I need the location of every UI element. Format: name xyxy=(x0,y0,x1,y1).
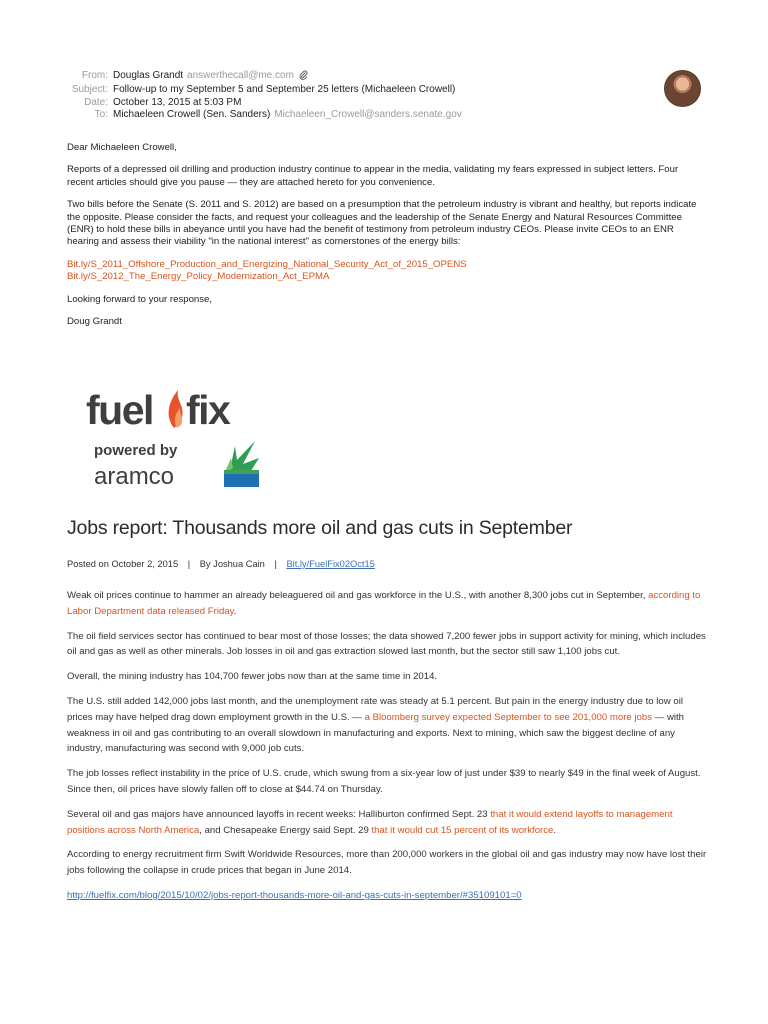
byline-separator: | xyxy=(274,559,277,569)
email-closing: Looking forward to your response, xyxy=(67,293,213,305)
byline-author: By Joshua Cain xyxy=(199,559,265,569)
logo-fuel-text: fuel xyxy=(86,387,153,433)
logo-fix-text: fix xyxy=(186,387,230,433)
bloomberg-survey-link[interactable]: a Bloomberg survey expected September to see 201,000 more jobs xyxy=(364,711,653,723)
article-title: Jobs report: Thousands more oil and gas cuts in September xyxy=(67,517,573,539)
from-name[interactable]: Douglas Grandt xyxy=(113,70,184,81)
date-label: Date: xyxy=(84,96,108,108)
date-text: October 13, 2015 at 5:03 PM xyxy=(113,96,242,108)
aramco-star-icon xyxy=(224,441,259,487)
email-signature: Doug Grandt xyxy=(67,316,122,328)
subject-text: Follow-up to my September 5 and September 25 letters (Michaeleen Crowell) xyxy=(113,84,456,96)
byline-separator: | xyxy=(187,559,191,569)
article-paragraph: The job losses reflect instability in the price of U.S. crude, which swung from a six-year low of just under $39 to nearly $49 in the final week of August. Since then, oil prices have slowly fallen off to close at $44.74 on Thursday. xyxy=(67,768,701,795)
article-body xyxy=(67,588,707,913)
bill-links xyxy=(67,259,707,284)
article-url-link[interactable]: http://fuelfix.com/blog/2015/10/02/jobs-report-thousands-more-oil-and-gas-cuts-in-september/#35109101=0 xyxy=(67,889,522,901)
labor-department-link[interactable]: according to Labor Department data released Friday xyxy=(67,590,701,617)
to-row xyxy=(62,109,662,121)
halliburton-layoffs-link[interactable]: that it would extend layoffs to management positions across North America xyxy=(67,808,673,836)
byline-date: Posted on October 2, 2015 xyxy=(67,559,179,569)
logo-powered-by-text: powered by xyxy=(94,442,178,459)
byline-short-link[interactable]: Bit.ly/FuelFix02Oct15 xyxy=(286,559,375,569)
logo-aramco-text: aramco xyxy=(94,463,175,490)
email-paragraph: Reports of a depressed oil drilling and production industry continue to appear in the media, validating my fears expressed in subject letters. Four recent articles should give you pause — they are attached hereto for you convenience. xyxy=(67,164,679,188)
bill-link-s2012[interactable]: Bit.ly/S_2012_The_Energy_Policy_Modernization_Act_EPMA xyxy=(67,271,330,283)
article-paragraph: Several oil and gas majors have announced layoffs in recent weeks: Halliburton confirmed Sept. 23 that it would extend layoffs to management positions across North America, and Chesapeake Energy said Sept. 29 that it would cut 15 percent of its workforce. xyxy=(67,808,673,836)
chesapeake-cuts-link[interactable]: that it would cut 15 percent of its workforce xyxy=(371,824,554,836)
from-email[interactable]: answerthecall@me.com xyxy=(187,70,294,81)
article-byline xyxy=(67,559,375,569)
to-name[interactable]: Michaeleen Crowell (Sen. Sanders) xyxy=(113,108,271,120)
email-header xyxy=(62,70,662,121)
to-email[interactable]: Michaeleen_Crowell@sanders.senate.gov xyxy=(274,108,462,120)
fuelfix-logo xyxy=(86,384,266,494)
paperclip-icon xyxy=(299,70,308,84)
date-row xyxy=(62,97,662,109)
email-greeting: Dear Michaeleen Crowell, xyxy=(67,142,177,153)
article-paragraph: The oil field services sector has continued to bear most of those losses; the data showed 7,200 fewer jobs in support activity for mining, which includes oil and gas as well as other minerals. Job losses in oil and gas extraction slowed last month, but the sector still saw 1,100 jobs cut. xyxy=(67,630,706,658)
to-label: To: xyxy=(94,108,108,120)
subject-label: Subject: xyxy=(71,84,108,96)
subject-row xyxy=(62,84,662,96)
article-paragraph: Overall, the mining industry has 104,700 fewer jobs now than at the same time in 2014. xyxy=(67,671,438,683)
article-url-line xyxy=(67,888,707,904)
bill-link-s2011[interactable]: Bit.ly/S_2011_Offshore_Production_and_Energizing_National_Security_Act_of_2015_OPENS xyxy=(67,258,467,270)
from-row xyxy=(62,70,662,84)
sender-avatar xyxy=(664,70,701,107)
article-paragraph: According to energy recruitment firm Swift Worldwide Resources, more than 200,000 workers in the global oil and gas industry may now have lost their jobs following the collapse in crude prices that began in June 2014. xyxy=(67,849,707,877)
article-paragraph: The U.S. still added 142,000 jobs last month, and the unemployment rate was steady at 5.1 percent. But pain in the energy industry due to low oil prices may have helped drag down employment growth in the U.S. — a Bloomberg survey expected September to see 201,000 more jobs — with weakness in oil and gas contributing to an overall slowdown in manufacturing and exports. Next to mining, which saw the biggest decline of any industry, manufacturing was second with 9,000 job cuts. xyxy=(67,695,685,755)
email-paragraph: Two bills before the Senate (S. 2011 and S. 2012) are based on a presumption that the petroleum industry is vibrant and healthy, but reports indicate the opposite. Please consider the facts, and request your colleagues and the leadership of the Senate Energy and Natural Resources Committee (ENR) to hold these bills in abeyance until you have had the benefit of testimony from petroleum industry CEOs. Please invite CEOs to an ENR hearing and assess their viability "in the national interest" as cornerstones of the energy bills: xyxy=(67,199,697,248)
email-body xyxy=(67,142,707,338)
from-label: From: xyxy=(81,70,108,81)
article-paragraph: Weak oil prices continue to hammer an already beleaguered oil and gas workforce in the U.S., with another 8,300 jobs cut in September, according to Labor Department data released Friday. xyxy=(67,590,701,617)
